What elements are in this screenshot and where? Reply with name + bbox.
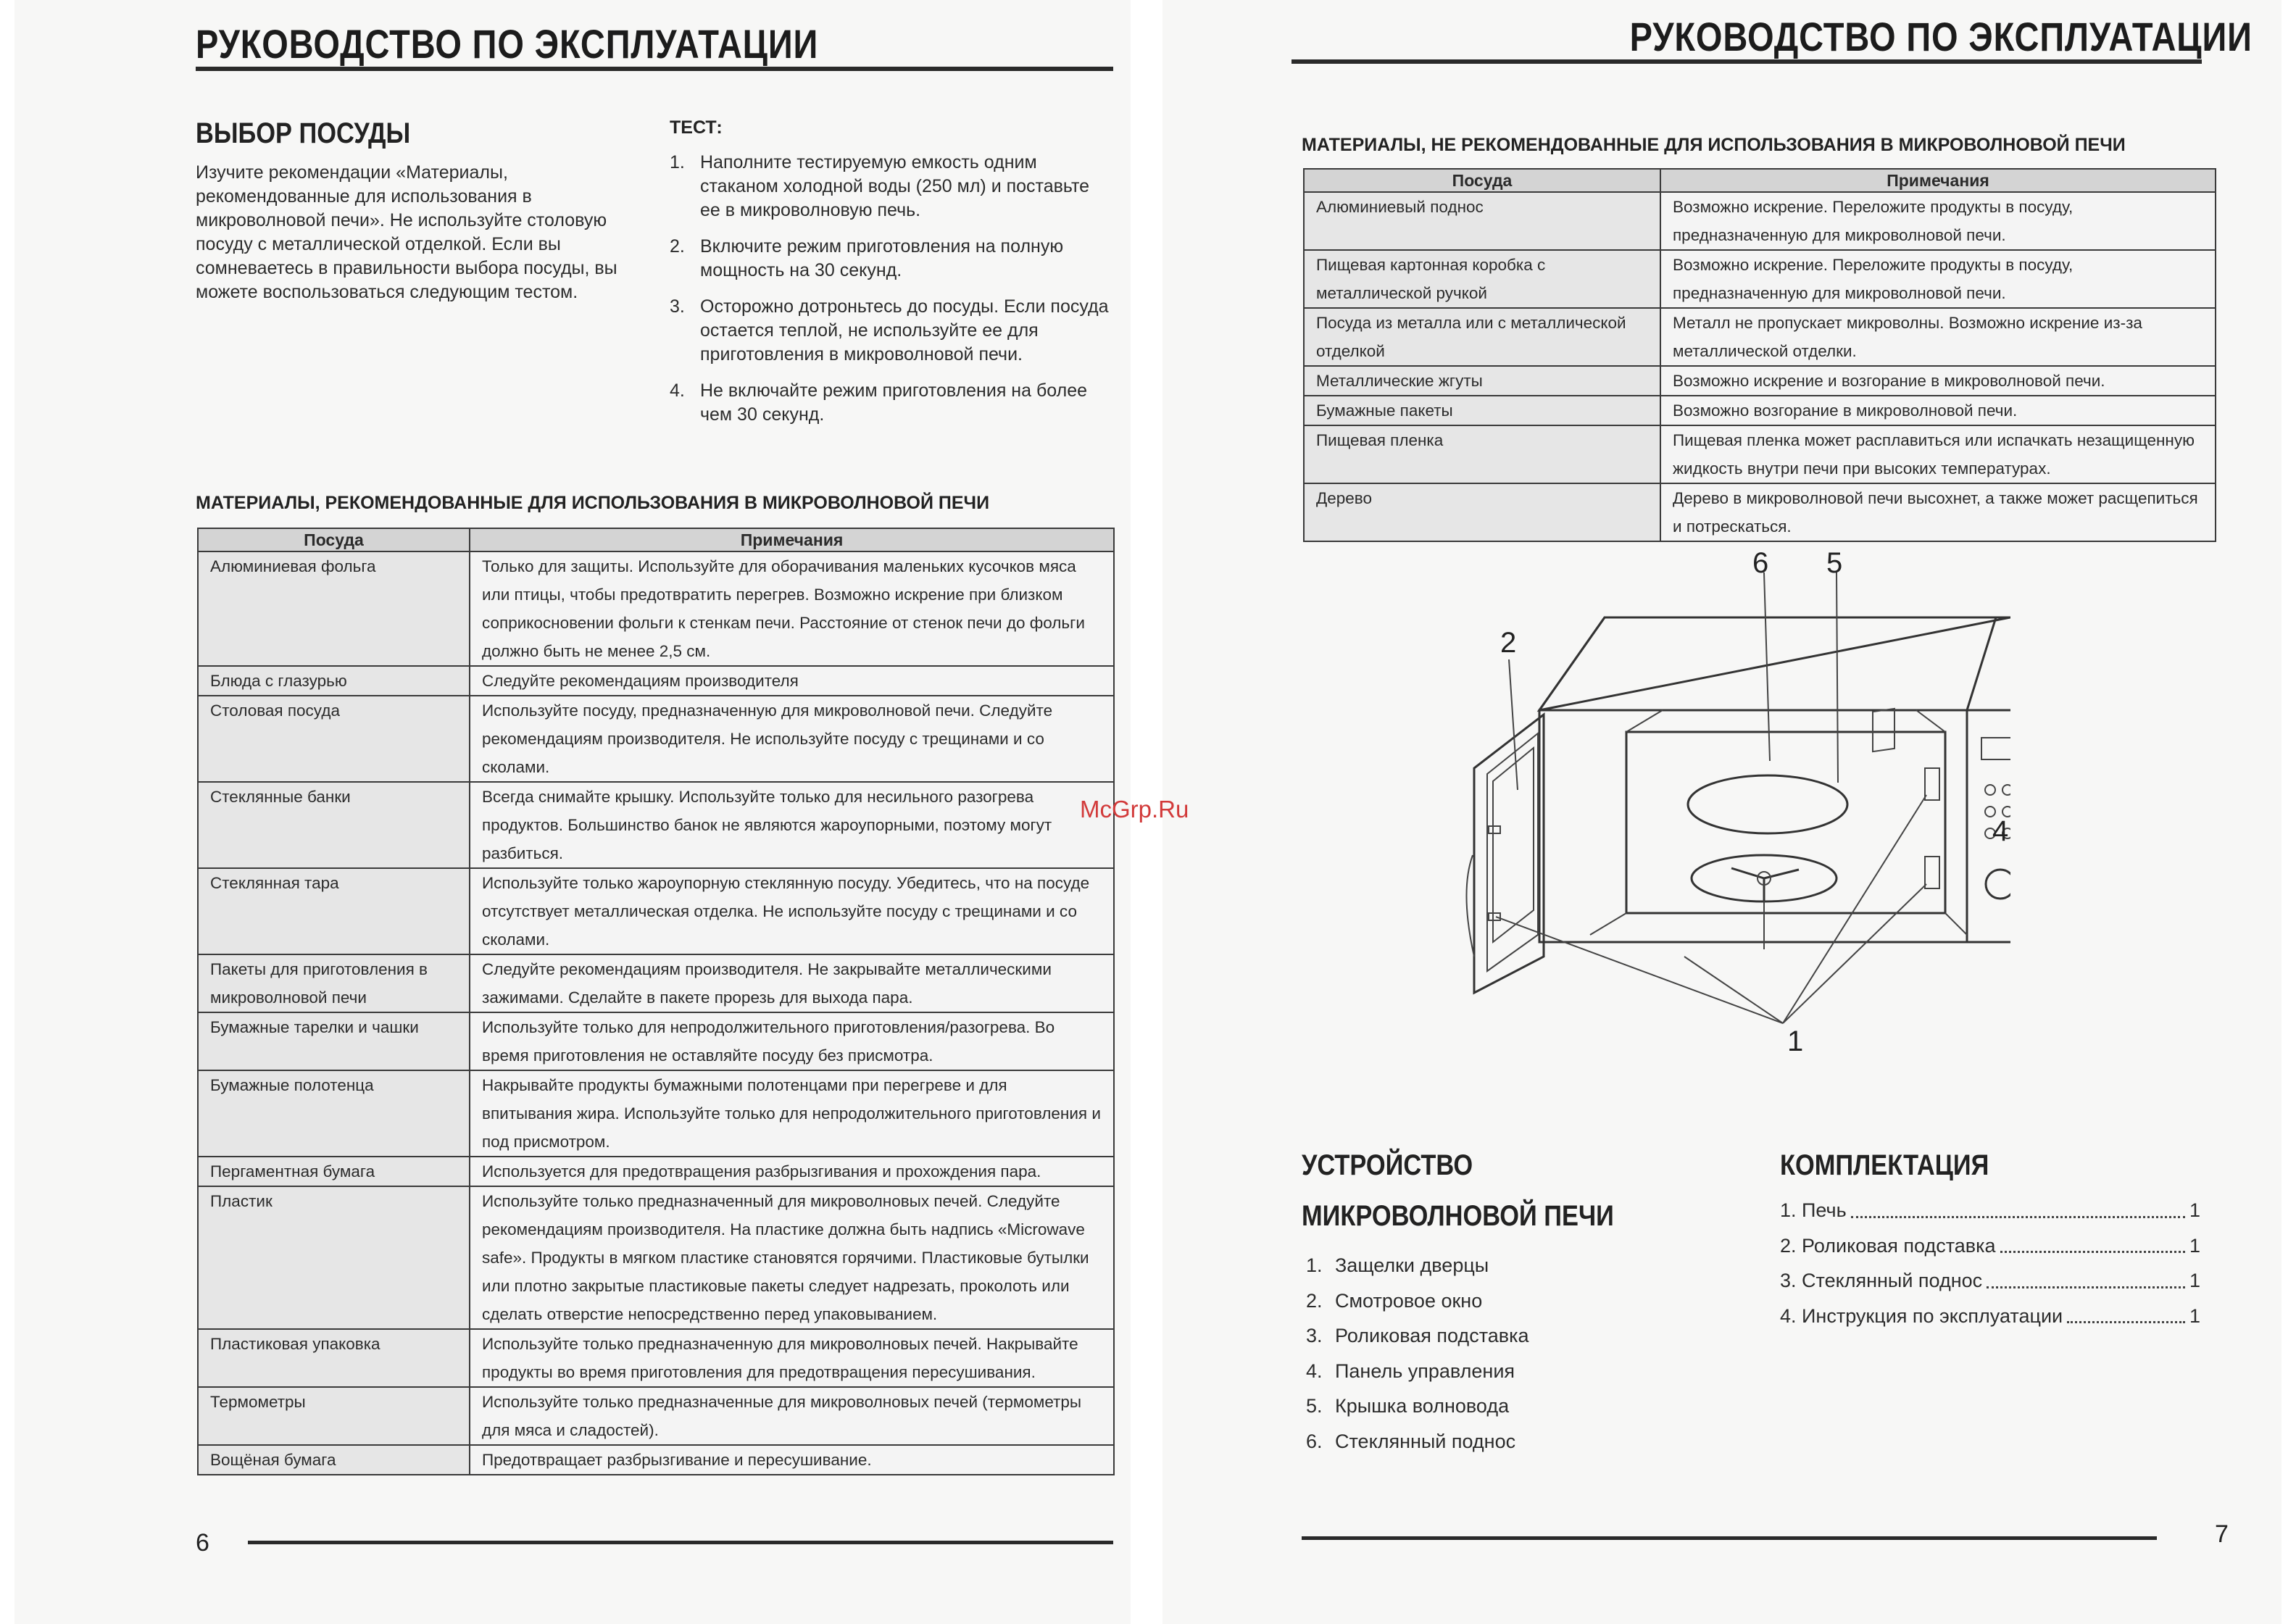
kit-item-qty: 1 bbox=[2189, 1304, 2200, 1327]
cabinet-top-edge bbox=[1539, 617, 2010, 710]
table-not-recommended bbox=[1303, 168, 2216, 542]
cell-note: Возможно искрение. Переложите продукты в посуду, предназначенную для микроволновой печи. bbox=[1660, 250, 2216, 308]
cell-note: Возможно искрение. Переложите продукты в посуду, предназначенную для микроволновой печи. bbox=[1660, 192, 2216, 250]
table-row bbox=[198, 1329, 1114, 1387]
cell-dish: Бумажные пакеты bbox=[1304, 396, 1660, 425]
left-page bbox=[14, 0, 1131, 1624]
column-header: Посуда bbox=[198, 528, 470, 551]
table-row bbox=[1304, 425, 2216, 483]
kit-item-qty: 1 bbox=[2189, 1199, 2200, 1221]
kit-item bbox=[1780, 1193, 2200, 1228]
kit-item-label: 3. Стеклянный поднос bbox=[1780, 1270, 1983, 1291]
cell-note: Следуйте рекомендациям производителя bbox=[470, 666, 1114, 696]
latch-slot bbox=[1925, 857, 1939, 888]
device-part-item bbox=[1306, 1424, 1529, 1459]
header-rule bbox=[196, 67, 1113, 71]
door-edge-curve bbox=[1466, 855, 1474, 957]
table-row bbox=[198, 868, 1114, 954]
table-recommended bbox=[197, 528, 1115, 1475]
display-window bbox=[1981, 738, 2010, 759]
kit-item-label: 4. Инструкция по эксплуатации bbox=[1780, 1304, 2063, 1327]
diagram-label-5: 5 bbox=[1826, 551, 1843, 579]
step-text: Не включайте режим приготовления на более чем 30 секунд. bbox=[700, 380, 1088, 425]
part-label: Панель управления bbox=[1335, 1359, 1515, 1382]
part-label: Роликовая подставка bbox=[1335, 1325, 1529, 1346]
cell-note: Возможно искрение и возгорание в микроволновой печи. bbox=[1660, 366, 2216, 396]
kit-item-dots bbox=[1987, 1263, 2185, 1288]
device-parts-list bbox=[1306, 1248, 1529, 1459]
page-number: 7 bbox=[2215, 1520, 2229, 1548]
cell-dish: Пластиковая упаковка bbox=[198, 1329, 470, 1387]
diagram-label-4: 4 bbox=[1992, 815, 2009, 847]
control-button bbox=[2002, 785, 2010, 795]
device-title-line1: УСТРОЙСТВО bbox=[1302, 1149, 1473, 1181]
cell-note: Предотвращает разбрызгивание и пересушивание. bbox=[470, 1445, 1114, 1475]
cell-note: Дерево в микроволновой печи высохнет, а также может расщепиться и потрескаться. bbox=[1660, 483, 2216, 541]
kit-title: КОМПЛЕКТАЦИЯ bbox=[1780, 1149, 1989, 1181]
test-step bbox=[670, 235, 1112, 283]
kit-item bbox=[1780, 1263, 2200, 1299]
cell-note: Только для защиты. Используйте для оборачивания маленьких кусочков мяса или птицы, чтобы предотвратить перегрев. Возможно искрение при близком соприкосновении фольги к стенкам печи. Расстояние от стенок печи до фольги должно быть не менее 2,5 см. bbox=[470, 551, 1114, 666]
part-number: 5. bbox=[1306, 1395, 1323, 1417]
intro-paragraph: Изучите рекомендации «Материалы, рекомендованные для использования в микроволновой печи». Не используйте столовую посуду с металлической отделкой. Если вы сомневаетесь в правильности выбора посуды, вы можете воспользоваться следующим тестом. bbox=[196, 162, 617, 302]
header-title: РУКОВОДСТВО ПО ЭКСПЛУАТАЦИИ bbox=[196, 21, 819, 67]
device-title-line2: МИКРОВОЛНОВОЙ ПЕЧИ bbox=[1302, 1200, 1614, 1232]
cell-note: Используется для предотвращения разбрызгивания и прохождения пара. bbox=[470, 1157, 1114, 1186]
door-latch bbox=[1489, 826, 1500, 833]
table-row bbox=[1304, 250, 2216, 308]
diagram-label-6: 6 bbox=[1752, 551, 1769, 579]
kit-item-dots bbox=[2067, 1299, 2185, 1324]
waveguide-cover bbox=[1873, 709, 1894, 751]
part-label: Стеклянный поднос bbox=[1335, 1430, 1516, 1452]
door-inner-frame bbox=[1487, 733, 1538, 971]
cell-dish: Посуда из металла или с металлической отделкой bbox=[1304, 308, 1660, 366]
leader-line-5 bbox=[1837, 572, 1838, 783]
cell-dish: Пластик bbox=[198, 1186, 470, 1329]
step-number: 3. bbox=[670, 296, 685, 317]
section-title-dishes: ВЫБОР ПОСУДЫ bbox=[196, 117, 411, 149]
cell-dish: Блюда с глазурью bbox=[198, 666, 470, 696]
diagram-label-2: 2 bbox=[1500, 627, 1517, 659]
step-text: Наполните тестируемую емкость одним стаканом холодной воды (250 мл) и поставьте ее в микроволновую печь. bbox=[700, 152, 1090, 220]
kit-item-dots bbox=[2000, 1228, 2185, 1254]
right-page bbox=[1162, 0, 2282, 1624]
table-row bbox=[198, 1445, 1114, 1475]
table-row bbox=[198, 782, 1114, 868]
table-row bbox=[198, 696, 1114, 782]
header-rule bbox=[1292, 59, 2202, 64]
table-row bbox=[198, 1186, 1114, 1329]
cell-dish: Алюминиевая фольга bbox=[198, 551, 470, 666]
cell-dish: Термометры bbox=[198, 1387, 470, 1445]
part-number: 1. bbox=[1306, 1254, 1323, 1276]
cell-note: Накрывайте продукты бумажными полотенцами при перегреве и для впитывания жира. Используйте только для непродолжительного приготовления и под присмотром. bbox=[470, 1070, 1114, 1157]
kit-item-qty: 1 bbox=[2189, 1270, 2200, 1291]
table-row bbox=[1304, 308, 2216, 366]
control-button bbox=[1985, 785, 1995, 795]
glass-tray bbox=[1688, 775, 1847, 833]
cabinet-front bbox=[1539, 710, 2010, 942]
oven-cavity bbox=[1626, 732, 1945, 913]
cell-dish: Алюминиевый поднос bbox=[1304, 192, 1660, 250]
cell-note: Используйте только предназначенный для микроволновых печей. Следуйте рекомендациям производителя. На пластике должна быть надпись «Microwave safe». Продукты в мягком пластике становятся горячими. Пластиковые бутылки или плотно закрытые пластиковые пакеты следует надрезать, проколоть или сделать отверстие непосредственно перед упаковыванием. bbox=[470, 1186, 1114, 1329]
table-title-recommended: МАТЕРИАЛЫ, РЕКОМЕНДОВАННЫЕ ДЛЯ ИСПОЛЬЗОВАНИЯ В МИКРОВОЛНОВОЙ ПЕЧИ bbox=[196, 493, 990, 513]
cell-dish: Пищевая пленка bbox=[1304, 425, 1660, 483]
watermark: McGrp.Ru bbox=[1080, 796, 1189, 823]
table-header-row bbox=[198, 528, 1114, 551]
device-part-item bbox=[1306, 1318, 1529, 1354]
cell-note: Возможно возгорание в микроволновой печи. bbox=[1660, 396, 2216, 425]
leader-line-1a bbox=[1496, 917, 1783, 1023]
kit-item-label: 2. Роликовая подставка bbox=[1780, 1234, 1996, 1257]
cell-note: Используйте только предназначенную для микроволновых печей. Накрывайте продукты во время приготовления для предотвращения пересушивания. bbox=[470, 1329, 1114, 1387]
cell-dish: Дерево bbox=[1304, 483, 1660, 541]
test-step bbox=[670, 379, 1112, 427]
part-label: Крышка волновода bbox=[1335, 1395, 1510, 1417]
cell-note: Металл не пропускает микроволны. Возможно искрение из-за металлической отделки. bbox=[1660, 308, 2216, 366]
diagram-label-1: 1 bbox=[1787, 1025, 1804, 1057]
step-number: 4. bbox=[670, 380, 685, 401]
cell-note: Используйте только предназначенные для микроволновых печей (термометры для мяса и сладостей). bbox=[470, 1387, 1114, 1445]
part-number: 3. bbox=[1306, 1325, 1323, 1346]
step-text: Включите режим приготовления на полную мощность на 30 секунд. bbox=[700, 236, 1064, 280]
table-row bbox=[198, 1070, 1114, 1157]
part-number: 6. bbox=[1306, 1430, 1323, 1452]
column-header: Примечания bbox=[1660, 169, 2216, 192]
device-part-item bbox=[1306, 1388, 1529, 1424]
cell-dish: Бумажные полотенца bbox=[198, 1070, 470, 1157]
kit-item bbox=[1780, 1299, 2200, 1334]
part-number: 4. bbox=[1306, 1359, 1323, 1382]
latch-slot bbox=[1925, 768, 1939, 800]
footer-rule bbox=[1302, 1536, 2157, 1540]
table-header-row bbox=[1304, 169, 2216, 192]
cell-dish: Стеклянная тара bbox=[198, 868, 470, 954]
kit-item bbox=[1780, 1228, 2200, 1264]
cell-note: Следуйте рекомендациям производителя. Не закрывайте металлическими зажимами. Сделайте в пакете прорезь для выхода пара. bbox=[470, 954, 1114, 1012]
leader-line-1d bbox=[1684, 957, 1783, 1023]
part-label: Защелки дверцы bbox=[1335, 1254, 1489, 1276]
cell-note: Используйте только жароупорную стеклянную посуду. Убедитесь, что на посуде отсутствует металлическая отделка. Не используйте посуду с трещинами и со сколами. bbox=[470, 868, 1114, 954]
table-row bbox=[198, 954, 1114, 1012]
column-header: Примечания bbox=[470, 528, 1114, 551]
table-row bbox=[1304, 192, 2216, 250]
cell-dish: Металлические жгуты bbox=[1304, 366, 1660, 396]
leader-line-2 bbox=[1509, 659, 1518, 790]
step-number: 1. bbox=[670, 152, 685, 172]
step-number: 2. bbox=[670, 236, 685, 257]
table-row bbox=[198, 1157, 1114, 1186]
door-latch bbox=[1489, 913, 1500, 920]
cell-dish: Пакеты для приготовления в микроволновой печи bbox=[198, 954, 470, 1012]
test-step bbox=[670, 151, 1112, 222]
device-part-item bbox=[1306, 1248, 1529, 1283]
column-header: Посуда bbox=[1304, 169, 1660, 192]
cell-dish: Пергаментная бумага bbox=[198, 1157, 470, 1186]
page-number: 6 bbox=[196, 1529, 209, 1557]
footer-rule bbox=[248, 1541, 1113, 1544]
device-part-item bbox=[1306, 1354, 1529, 1389]
table-row bbox=[1304, 396, 2216, 425]
cell-note: Используйте посуду, предназначенную для микроволновой печи. Следуйте рекомендациям производителя. Не используйте посуду с трещинами и со сколами. bbox=[470, 696, 1114, 782]
table-row bbox=[1304, 366, 2216, 396]
table-row bbox=[198, 1387, 1114, 1445]
table-title-not-recommended: МАТЕРИАЛЫ, НЕ РЕКОМЕНДОВАННЫЕ ДЛЯ ИСПОЛЬЗОВАНИЯ В МИКРОВОЛНОВОЙ ПЕЧИ bbox=[1302, 135, 2126, 155]
table-row bbox=[198, 551, 1114, 666]
cell-dish: Стеклянные банки bbox=[198, 782, 470, 868]
control-knob bbox=[1986, 870, 2010, 899]
table-row bbox=[198, 1012, 1114, 1070]
kit-item-qty: 1 bbox=[2189, 1234, 2200, 1257]
leader-line-1c bbox=[1783, 884, 1926, 1023]
cell-dish: Столовая посуда bbox=[198, 696, 470, 782]
kit-list bbox=[1780, 1193, 2200, 1333]
test-step bbox=[670, 295, 1112, 367]
table-row bbox=[1304, 483, 2216, 541]
cell-dish: Бумажные тарелки и чашки bbox=[198, 1012, 470, 1070]
test-title: ТЕСТ: bbox=[670, 117, 723, 138]
cell-note: Всегда снимайте крышку. Используйте только для несильного разогрева продуктов. Большинство банок не являются жароупорными, поэтому могут разбиться. bbox=[470, 782, 1114, 868]
cell-note: Пищевая пленка может расплавиться или испачкать незащищенную жидкость внутри печи при высоких температурах. bbox=[1660, 425, 2216, 483]
kit-item-dots bbox=[1851, 1193, 2185, 1218]
microwave-diagram bbox=[1445, 551, 2010, 1058]
device-part-item bbox=[1306, 1283, 1529, 1319]
test-steps-list bbox=[670, 151, 1112, 439]
table-row bbox=[198, 666, 1114, 696]
step-text: Осторожно дотроньтесь до посуды. Если посуда остается теплой, не используйте ее для приготовления в микроволновой печи. bbox=[700, 296, 1109, 365]
part-number: 2. bbox=[1306, 1289, 1323, 1312]
cell-note: Используйте только для непродолжительного приготовления/разогрева. Во время приготовления не оставляйте посуду без присмотра. bbox=[470, 1012, 1114, 1070]
cell-dish: Вощёная бумага bbox=[198, 1445, 470, 1475]
header-title: РУКОВОДСТВО ПО ЭКСПЛУАТАЦИИ bbox=[1629, 14, 2253, 59]
kit-item-label: 1. Печь bbox=[1780, 1199, 1847, 1221]
cell-dish: Пищевая картонная коробка с металлической ручкой bbox=[1304, 250, 1660, 308]
part-label: Смотровое окно bbox=[1335, 1289, 1483, 1312]
